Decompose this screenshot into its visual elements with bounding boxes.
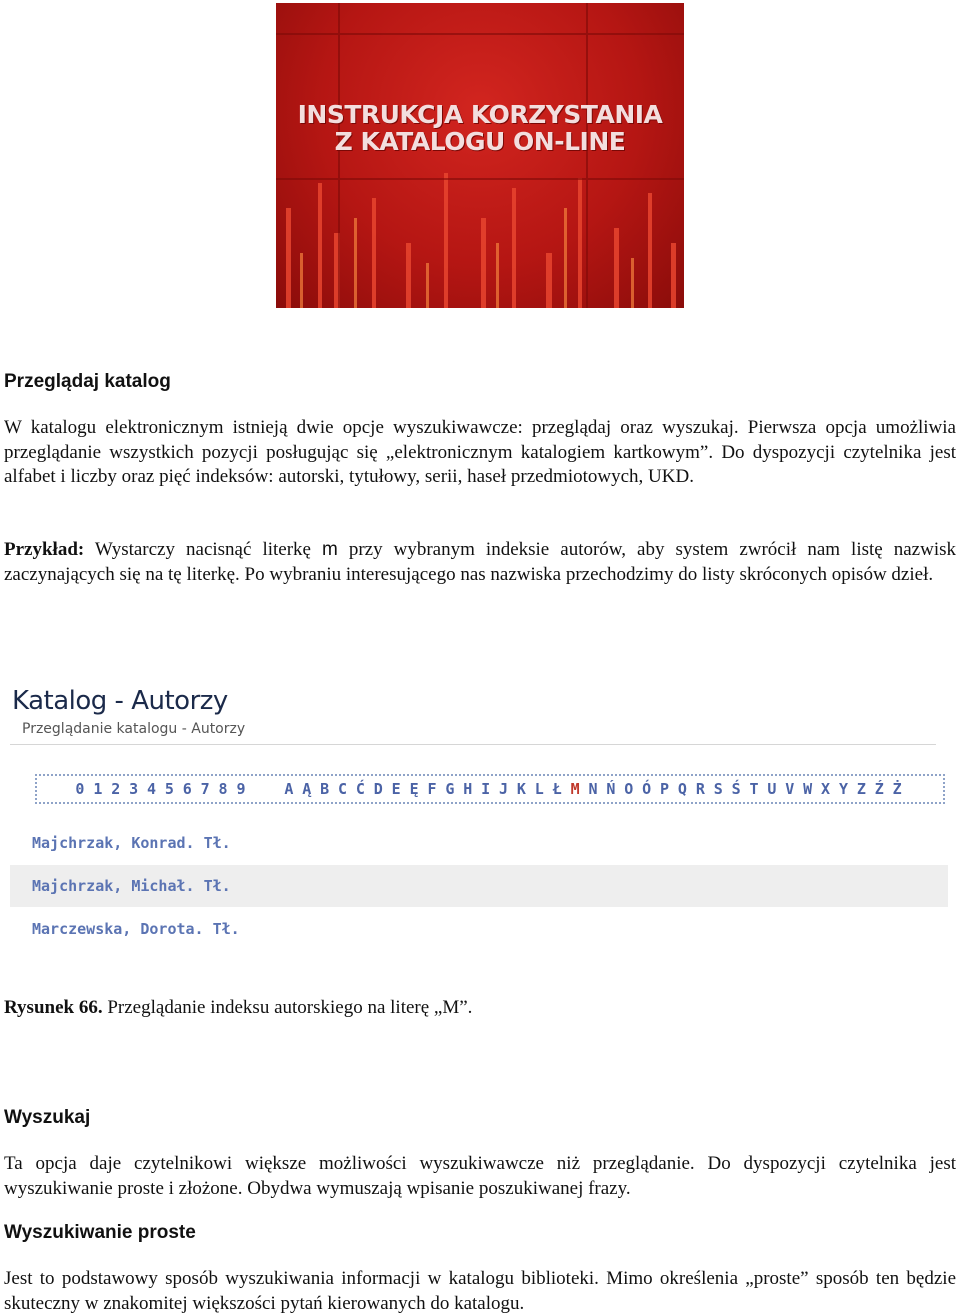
alphabet-letter-9[interactable]: G bbox=[445, 780, 455, 798]
alphabet-letter-17[interactable]: N bbox=[588, 780, 598, 798]
example-text-1: Wystarczy nacisnąć literkę bbox=[84, 539, 322, 560]
alphabet-letter-34[interactable]: Ż bbox=[892, 780, 902, 798]
alphabet-letter-1[interactable]: Ą bbox=[302, 780, 312, 798]
alphabet-letter-5[interactable]: D bbox=[373, 780, 383, 798]
alphabet-letter-33[interactable]: Ź bbox=[874, 780, 884, 798]
catalog-divider bbox=[10, 744, 936, 745]
alphabet-letter-3[interactable]: C bbox=[338, 780, 348, 798]
author-item[interactable]: Majchrzak, Michał. Tł. bbox=[10, 865, 948, 907]
alphabet-letter-10[interactable]: H bbox=[463, 780, 473, 798]
section-heading-simple-search: Wyszukiwanie proste bbox=[4, 1222, 196, 1243]
alphabet-letter-13[interactable]: K bbox=[516, 780, 526, 798]
alphabet-letter-4[interactable]: Ć bbox=[355, 780, 365, 798]
alphabet-digit-5[interactable]: 5 bbox=[164, 780, 174, 798]
alphabet-letter-12[interactable]: J bbox=[499, 780, 509, 798]
alphabet-digit-6[interactable]: 6 bbox=[182, 780, 192, 798]
alphabet-letter-24[interactable]: S bbox=[713, 780, 723, 798]
alphabet-digit-2[interactable]: 2 bbox=[111, 780, 121, 798]
alphabet-letter-28[interactable]: V bbox=[785, 780, 795, 798]
alphabet-letter-26[interactable]: T bbox=[749, 780, 759, 798]
alphabet-letter-8[interactable]: F bbox=[427, 780, 437, 798]
alphabet-letter-32[interactable]: Z bbox=[856, 780, 866, 798]
banner-title-line2: Z KATALOGU ON-LINE bbox=[334, 127, 626, 156]
alphabet-letter-27[interactable]: U bbox=[767, 780, 777, 798]
alphabet-digit-7[interactable]: 7 bbox=[200, 780, 210, 798]
alphabet-letter-20[interactable]: Ó bbox=[642, 780, 652, 798]
banner-title-line1: INSTRUKCJA KORZYSTANIA bbox=[297, 100, 663, 129]
example-label: Przykład: bbox=[4, 539, 85, 560]
alphabet-letter-18[interactable]: Ń bbox=[606, 780, 616, 798]
alphabet-letter-21[interactable]: P bbox=[660, 780, 670, 798]
section-heading-browse: Przeglądaj katalog bbox=[4, 371, 171, 392]
catalog-breadcrumb: Przeglądanie katalogu - Autorzy bbox=[22, 721, 246, 737]
alphabet-digit-0[interactable]: 0 bbox=[75, 780, 85, 798]
banner-title bbox=[276, 101, 684, 155]
alphabet-letter-19[interactable]: O bbox=[624, 780, 634, 798]
catalog-title: Katalog - Autorzy bbox=[12, 686, 228, 716]
alphabet-digit-1[interactable]: 1 bbox=[93, 780, 103, 798]
paragraph-simple-search: Jest to podstawowy sposób wyszukiwania informacji w katalogu biblioteki. Mimo określenia „proste” sposób ten będzie skuteczny w znakomitej większości pytań kierowanych do katalogu. bbox=[4, 1268, 956, 1314]
alphabet-bar bbox=[35, 774, 945, 804]
alphabet-letter-22[interactable]: Q bbox=[677, 780, 687, 798]
caption-label: Rysunek 66. bbox=[4, 997, 103, 1018]
banner-image bbox=[276, 3, 684, 308]
alphabet-letter-11[interactable]: I bbox=[481, 780, 491, 798]
alphabet-letter-14[interactable]: L bbox=[534, 780, 544, 798]
alphabet-digit-8[interactable]: 8 bbox=[218, 780, 228, 798]
alphabet-letter-0[interactable]: A bbox=[284, 780, 294, 798]
paragraph-search: Ta opcja daje czytelnikowi większe możliwości wyszukiwawcze niż przeglądanie. Do dyspozycji czytelnika jest wyszukiwanie proste i złożone. Obydwa wymuszają wpisanie poszukiwanej frazy. bbox=[4, 1153, 956, 1199]
example-letter: m bbox=[322, 539, 338, 560]
alphabet-letter-30[interactable]: X bbox=[821, 780, 831, 798]
example-text-2: przy wybranym indeksie autorów, aby system zwrócił nam listę nazwisk zaczynających się na tę literkę. Po wybraniu interesującego nas nazwiska przechodzimy do listy skróconych opisów dzieł. bbox=[4, 539, 956, 585]
alphabet-letter-6[interactable]: E bbox=[391, 780, 401, 798]
paragraph-example bbox=[4, 538, 956, 587]
alphabet-letter-25[interactable]: Ś bbox=[731, 780, 741, 798]
alphabet-letter-15[interactable]: Ł bbox=[552, 780, 562, 798]
figure-caption bbox=[4, 996, 956, 1021]
caption-text: Przeglądanie indeksu autorskiego na literę „M”. bbox=[102, 997, 473, 1018]
alphabet-letter-23[interactable]: R bbox=[695, 780, 705, 798]
author-item[interactable]: Majchrzak, Konrad. Tł. bbox=[32, 834, 231, 852]
section-heading-search: Wyszukaj bbox=[4, 1107, 91, 1128]
alphabet-letter-7[interactable]: Ę bbox=[409, 780, 419, 798]
paragraph-browse-intro: W katalogu elektronicznym istnieją dwie opcje wyszukiwawcze: przeglądaj oraz wyszukaj. Pierwsza opcja umożliwia przeglądanie wszystkich pozycji posługując się „elektronicznym katalogiem kartkowym”. Do dyspozycji czytelnika jest alfabet i liczby oraz pięć indeksów: autorski, tytułowy, serii, haseł przedmiotowych, UKD. bbox=[4, 417, 956, 487]
alphabet-letter-2[interactable]: B bbox=[320, 780, 330, 798]
alphabet-letter-31[interactable]: Y bbox=[838, 780, 848, 798]
alphabet-letter-29[interactable]: W bbox=[803, 780, 813, 798]
alphabet-digit-4[interactable]: 4 bbox=[146, 780, 157, 798]
author-item[interactable]: Marczewska, Dorota. Tł. bbox=[32, 920, 240, 938]
alphabet-letter-16[interactable]: M bbox=[570, 780, 580, 798]
alphabet-digit-9[interactable]: 9 bbox=[236, 780, 246, 798]
alphabet-digit-3[interactable]: 3 bbox=[129, 780, 139, 798]
